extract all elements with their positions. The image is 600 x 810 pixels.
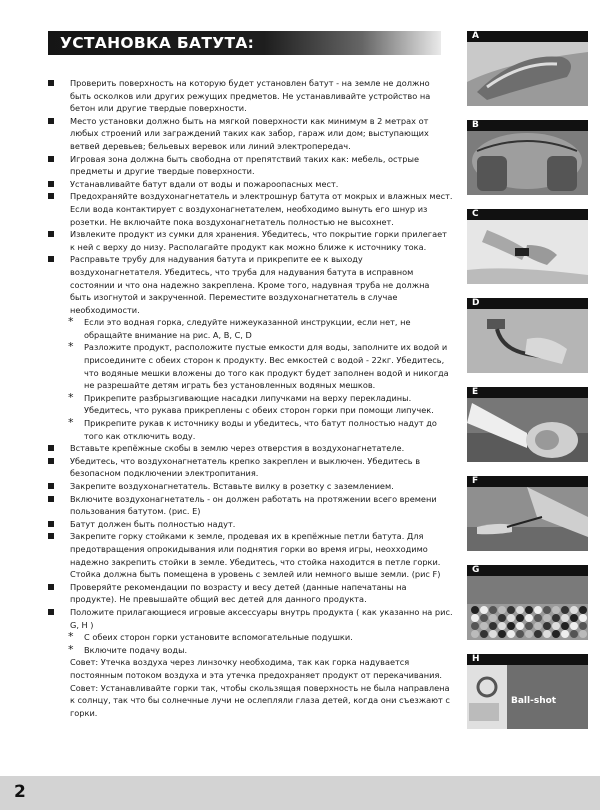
- item-text: Закрепите воздухонагнетатель. Вставьте вилку в розетку с заземлением.: [70, 481, 394, 491]
- list-item: [48, 253, 453, 316]
- list-item: [48, 228, 453, 253]
- square-bullet-icon: [48, 80, 54, 86]
- figure-f: [467, 476, 588, 551]
- item-text: Прикрепите разбрызгивающие насадки липучками на верху перекладины. Убедитесь, что рукава прикреплены с обеих сторон горки при помощи липучек.: [84, 392, 434, 416]
- sub-item: [48, 341, 453, 391]
- item-text: Совет: Утечка воздуха через линзочку необходима, так как горка надувается постоянным потоком воздуха и эта утечка предохраняет продукт от перекачивания.: [70, 657, 442, 680]
- square-bullet-icon: [48, 445, 54, 451]
- square-bullet-icon: [48, 496, 54, 502]
- item-text: Включите воздухонагнетатель - он должен работать на протяжении всего времени пользования батутом. (рис. E): [70, 493, 437, 517]
- sub-item: [48, 644, 453, 657]
- item-text: Игровая зона должна быть свободна от препятствий таких как: мебель, острые предметы и другие твердые поверхности.: [70, 153, 420, 177]
- list-item: [48, 190, 453, 228]
- square-bullet-icon: [48, 156, 54, 162]
- square-bullet-icon: [48, 231, 54, 237]
- list-item: [48, 115, 453, 153]
- asterisk-icon: *: [68, 340, 74, 354]
- figure-label: E: [467, 387, 588, 398]
- square-bullet-icon: [48, 584, 54, 590]
- list-item: [48, 581, 453, 606]
- item-text: С обеих сторон горки установите вспомогательные подушки.: [84, 632, 353, 643]
- item-text: Прикрепите рукав к источнику воды и убедитесь, что батут полностью надут до того как отключить воду.: [84, 418, 437, 441]
- figure-a: [467, 31, 588, 106]
- tip-note: [48, 656, 453, 681]
- sub-item: [48, 392, 453, 417]
- section-title-bar: [48, 31, 441, 55]
- asterisk-icon: *: [68, 390, 74, 404]
- figure-b: [467, 120, 588, 195]
- item-text: Включите подачу воды.: [84, 644, 188, 655]
- item-text: Место установки должно быть на мягкой поверхности как минимум в 2 метрах от любых строений или заграждений таких как забор, гараж или дом; выступающих ветвей деревьев; бельевых веревок или линий электропередач.: [70, 115, 429, 151]
- square-bullet-icon: [48, 609, 54, 615]
- figure-label: A: [467, 31, 588, 42]
- square-bullet-icon: [48, 256, 54, 262]
- item-text: Вставьте крепёжные скобы в землю через отверстия в воздухонагнетателе.: [70, 443, 405, 454]
- item-text: Расправьте трубу для надувания батута и прикрепите ее к выходу воздухонагнетателя. Убедитесь, что труба для надувания батута в исправном состоянии и что она надежно закреплена. Кроме того, надувная труба не должна быть изогнутой и закрученной. Переместите воздухонагнетатель в случае необходимости.: [70, 254, 430, 315]
- item-text: Проверить поверхность на которую будет установлен батут - на земле не должно быть осколков или других режущих предметов. Не устанавливайте устройство на бетон или другие твердые поверхности.: [70, 78, 431, 114]
- item-text: Извлеките продукт из сумки для хранения. Убедитесь, что покрытие горки прилегает к ней с верху до низу. Располагайте продукт как можно ближе к источнику тока.: [70, 229, 447, 252]
- sub-item: [48, 631, 453, 644]
- figure-h: [467, 654, 588, 729]
- figure-c: [467, 209, 588, 284]
- list-item: [48, 455, 453, 480]
- item-text: Совет: Устанавливайте горки так, чтобы скользящая поверхность не была направлена к солнцу, так что бы солнечные лучи не ослепляли глаза детей, когда они съезжают с горки.: [70, 682, 450, 718]
- square-bullet-icon: [48, 533, 54, 539]
- figure-label: B: [467, 120, 588, 131]
- square-bullet-icon: [48, 193, 54, 199]
- instructions-list: [48, 77, 453, 719]
- list-item: [48, 442, 453, 455]
- figure-g: [467, 565, 588, 640]
- figure-label: C: [467, 209, 588, 220]
- square-bullet-icon: [48, 181, 54, 187]
- figure-label: H: [467, 654, 588, 665]
- list-item: [48, 178, 453, 191]
- tip-note: [48, 682, 453, 720]
- section-title: УСТАНОВКА БАТУТА:: [60, 34, 255, 52]
- figure-d: [467, 298, 588, 373]
- sub-item: [48, 316, 453, 341]
- list-item: [48, 606, 453, 631]
- list-item: [48, 153, 453, 178]
- footer-bar: [0, 776, 600, 810]
- figure-caption: Ball-shot: [511, 696, 557, 706]
- figure-e: [467, 387, 588, 462]
- figure-label: G: [467, 565, 588, 576]
- square-bullet-icon: [48, 483, 54, 489]
- list-item: [48, 493, 453, 518]
- item-text: Убедитесь, что воздухонагнетатель крепко закреплен и выключен. Убедитесь в безопасном подключении электропитания.: [70, 455, 421, 479]
- item-text: Устанавливайте батут вдали от воды и пожароопасных мест.: [70, 178, 339, 189]
- figure-label: F: [467, 476, 588, 487]
- list-item: [48, 480, 453, 493]
- figure-label: D: [467, 298, 588, 309]
- asterisk-icon: *: [68, 416, 74, 430]
- list-item: [48, 77, 453, 115]
- asterisk-icon: *: [68, 315, 74, 329]
- page-number: 2: [14, 782, 26, 802]
- item-text: Закрепите горку стойками к земле, продевая их в крепёжные петли батута. Для предотвращения опрокидывания или поднятия горки во время игры, неохходимо надежно закрепить стойки в земле. Убедитесь, что стойка находится в петле горки. Стойка должна быть помещена в уровень с землей или немного выше земли. (рис F): [70, 531, 441, 580]
- item-text: Разложите продукт, расположите пустые емкости для воды, заполните их водой и присоедините с обеих сторон к продукту. Вес емкостей с водой - 22кг. Убедитесь, что водяные мешки вложены до того как продукт будет заполнен водой и никогда не разрешайте детям играть без установленных водяных мешков.: [84, 342, 449, 391]
- list-item: [48, 530, 453, 580]
- item-text: Батут должен быть полностью надут.: [70, 518, 236, 529]
- item-text: Положите прилагающиеся игровые аксессуары внутрь продукта ( как указанно на рис. G, H ): [70, 606, 453, 630]
- square-bullet-icon: [48, 458, 54, 464]
- square-bullet-icon: [48, 521, 54, 527]
- item-text: Предохраняйте воздухонагнетатель и электрошнур батута от мокрых и влажных мест. Если вода контактирует с воздухонагнетателем, необходимо вынуть его шнур из розетки. Не включайте пока воздухонагнетатель полностью не высохнет.: [70, 191, 453, 227]
- item-text: Проверяйте рекомендации по возрасту и весу детей (данные напечатаны на продукте). Не превышайте общий вес детей для данного продукта.: [70, 581, 407, 605]
- sub-item: [48, 417, 453, 442]
- square-bullet-icon: [48, 118, 54, 124]
- illustration-column: [467, 31, 588, 743]
- list-item: [48, 518, 453, 531]
- asterisk-icon: *: [68, 642, 74, 656]
- asterisk-icon: *: [68, 630, 74, 644]
- item-text: Если это водная горка, следуйте нижеуказанной инструкции, если нет, не обращайте внимание на рис. A, B, C, D: [84, 317, 411, 340]
